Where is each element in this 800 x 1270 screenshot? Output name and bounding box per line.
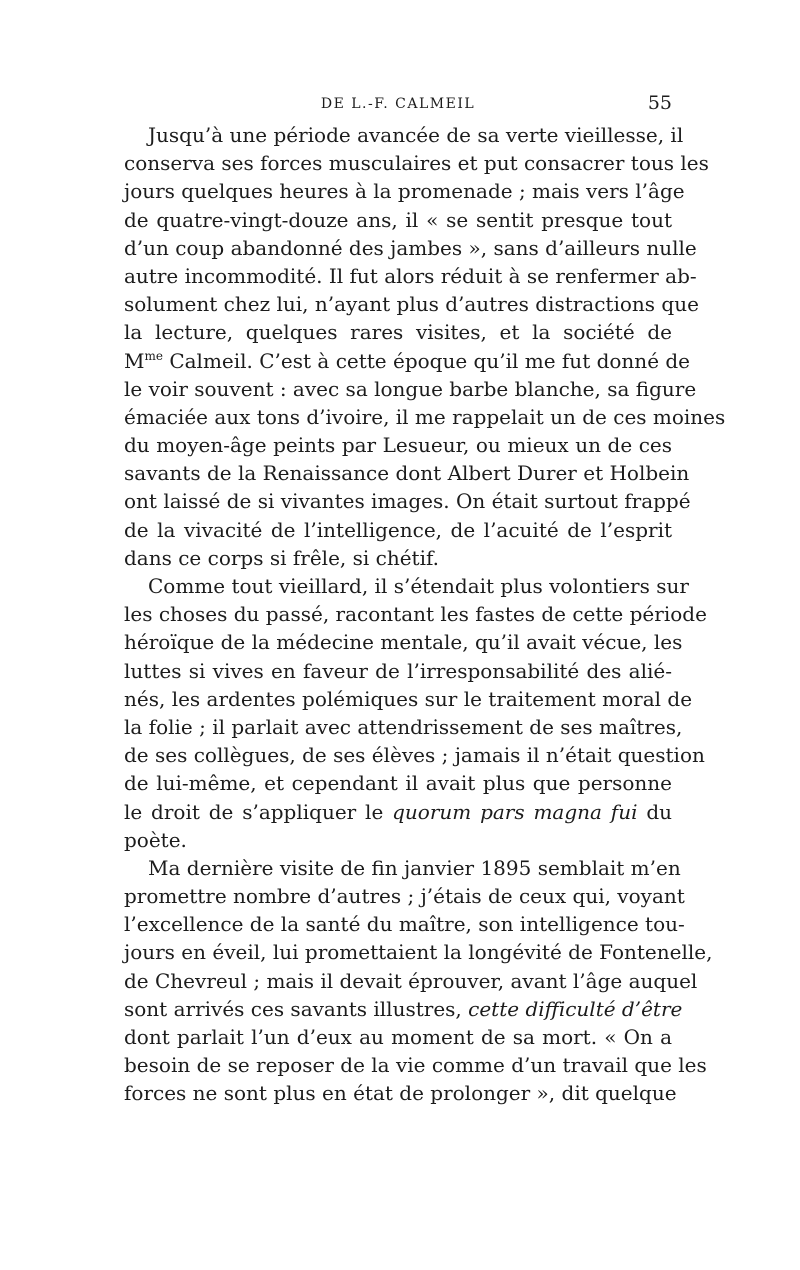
- text-line: ont laissé de si vivantes images. On était surtout frappé: [124, 489, 691, 514]
- italic-phrase: cette difficulté d’être: [468, 996, 683, 1021]
- text-line: promettre nombre d’autres ; j’étais de ceux qui, voyant: [124, 884, 685, 909]
- page-number: 55: [647, 92, 672, 114]
- text-line: émaciée aux tons d’ivoire, il me rappelait un de ces moines: [124, 404, 726, 429]
- text-line: autre incommodité. Il fut alors réduit à se renfermer ab-: [124, 263, 697, 288]
- text-line: luttes si vives en faveur de l’irresponsabilité des alié-: [124, 658, 672, 683]
- text-line: Jusqu’à une période avancée de sa verte vieillesse, il: [148, 123, 684, 147]
- text-line: héroïque de la médecine mentale, qu’il avait vécue, les: [124, 630, 683, 655]
- italic-phrase: quorum pars magna fui: [392, 799, 638, 824]
- text-line: l’excellence de la santé du maître, son intelligence tou-: [124, 912, 685, 937]
- superscript: me: [144, 348, 163, 363]
- text-line: de quatre-vingt-douze ans, il « se sentit presque tout: [124, 207, 672, 232]
- text-line: de ses collègues, de ses élèves ; jamais il n’était question: [124, 743, 705, 768]
- text-line: nés, les ardentes polémiques sur le traitement moral de: [124, 686, 693, 711]
- text-line: forces ne sont plus en état de prolonger », dit quelque: [124, 1081, 677, 1106]
- running-title: DE L.-F. CALMEIL: [320, 96, 476, 112]
- text-line: la lecture, quelques rares visites, et la société de: [124, 320, 672, 345]
- text-line: la folie ; il parlait avec attendrissement de ses maîtres,: [124, 714, 683, 739]
- text-line: Ma dernière visite de fin janvier 1895 semblait m’en: [148, 855, 681, 880]
- text-line: sont arrivés ces savants illustres, cette difficulté d’être: [124, 996, 683, 1021]
- text-line: conserva ses forces musculaires et put consacrer tous les: [124, 151, 709, 176]
- text-line: jours quelques heures à la promenade ; mais vers l’âge: [124, 179, 685, 204]
- text-line: dans ce corps si frêle, si chétif.: [124, 545, 440, 570]
- text-line: poète.: [124, 827, 187, 852]
- text-line: d’un coup abandonné des jambes », sans d’ailleurs nulle: [124, 235, 697, 260]
- text-line: besoin de se reposer de la vie comme d’un travail que les: [124, 1053, 707, 1078]
- text-line: le droit de s’appliquer le quorum pars magna fui du: [124, 799, 672, 824]
- text-line: solument chez lui, n’ayant plus d’autres distractions que: [124, 292, 699, 317]
- text-line: dont parlait l’un d’eux au moment de sa mort. « On a: [124, 1025, 672, 1049]
- text-line: $M^{me}$ Calmeil. C’est à cette époque qu’il me fut donné de: [124, 348, 691, 373]
- text-line: Comme tout vieillard, il s’étendait plus volontiers sur: [148, 574, 689, 598]
- text-line: du moyen-âge peints par Lesueur, ou mieux un de ces: [124, 433, 672, 458]
- text-line: jours en éveil, lui promettaient la longévité de Fontenelle,: [124, 940, 713, 965]
- text-line: de lui-même, et cependant il avait plus que personne: [124, 771, 672, 796]
- text-line: savants de la Renaissance dont Albert Durer et Holbein: [124, 461, 690, 486]
- text-line: le voir souvent : avec sa longue barbe blanche, sa figure: [124, 376, 697, 401]
- body-text: [124, 121, 726, 1108]
- text-line: de la vivacité de l’intelligence, de l’acuité de l’esprit: [124, 517, 672, 542]
- text-line: les choses du passé, racontant les fastes de cette période: [124, 602, 707, 627]
- text-line: de Chevreul ; mais il devait éprouver, avant l’âge auquel: [124, 968, 698, 993]
- running-head: [124, 92, 672, 116]
